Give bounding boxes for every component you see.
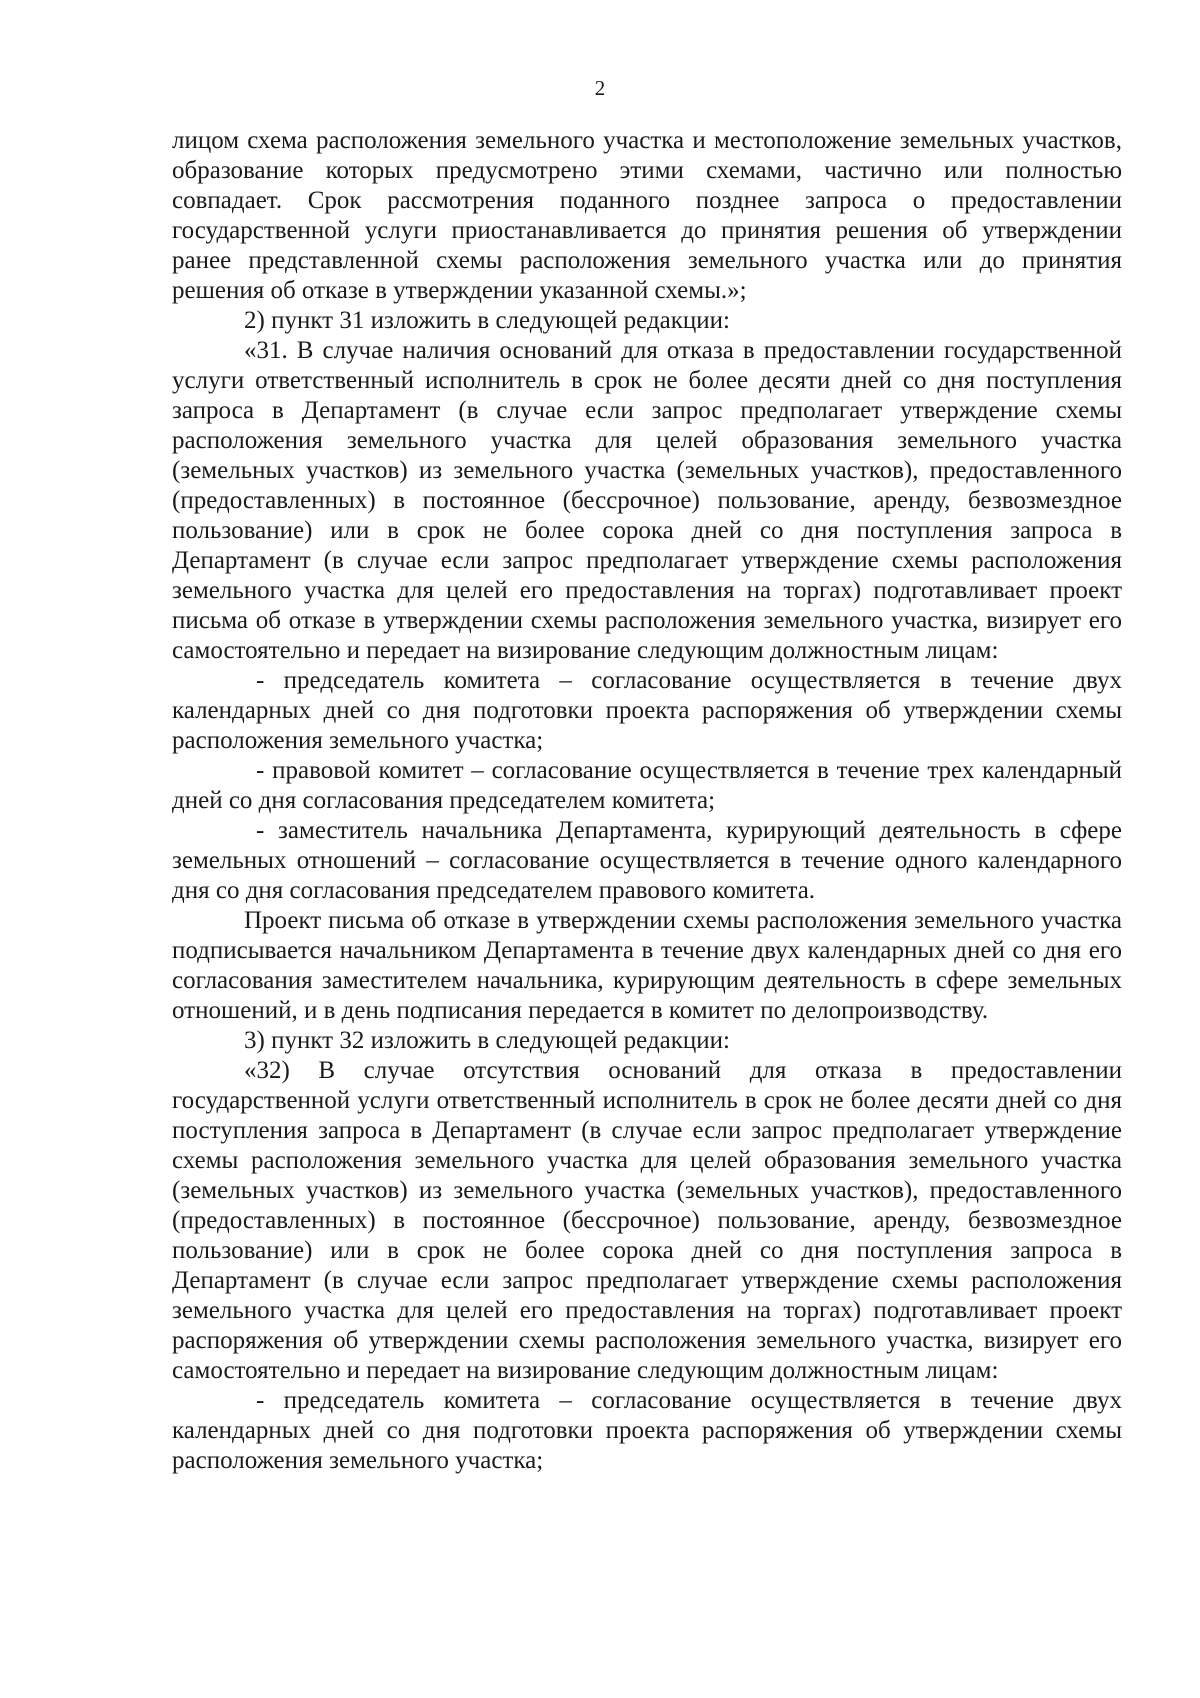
paragraph-item-3: 3) пункт 32 изложить в следующей редакции: [244,1027,730,1054]
list-item-deputy-head: - заместитель начальника Департамента, курирующий деятельность в сфере земельных отношений – согласование осуществляется в течение одного календарного дня со дня согласования председателем правового комитета. [172,817,1122,904]
paragraph-clause-32: «32) В случае отсутствия оснований для отказа в предоставлении государственной услуги ответственный исполнитель в срок не более десяти дней со дня поступления запроса в Департамент (в случае если запрос предполагает утверждение схемы расположения земельного участка для целей образования земельного участка (земельных участков) из земельного участка (земельных участков), предоставленного (предоставленных) в постоянное (бессрочное) пользование, аренду, безвозмездное пользование) или в срок не более сорока дней со дня поступления запроса в Департамент (в случае если запрос предполагает утверждение схемы расположения земельного участка для целей его предоставления на торгах) подготавливает проект распоряжения об утверждении схемы расположения земельного участка, визирует его самостоятельно и передает на визирование следующим должностным лицам: [172,1057,1122,1384]
page-number: 2 [594,76,606,100]
list-item-chairman-2: - председатель комитета – согласование осуществляется в течение двух календарных дней со дня подготовки проекта распоряжения об утверждении схемы расположения земельного участка; [172,1387,1122,1474]
paragraph-item-2: 2) пункт 31 изложить в следующей редакции: [244,307,730,334]
list-item-legal-committee: - правовой комитет – согласование осуществляется в течение трех календарный дней со дня согласования председателем комитета; [172,757,1122,814]
list-item-chairman: - председатель комитета – согласование осуществляется в течение двух календарных дней со дня подготовки проекта распоряжения об утверждении схемы расположения земельного участка; [172,667,1122,754]
paragraph-continuation: лицом схема расположения земельного участка и местоположение земельных участков, образование которых предусмотрено этими схемами, частично или полностью совпадает. Срок рассмотрения поданного позднее запроса о предоставлении государственной услуги приостанавливается до принятия решения об утверждении ранее представленной схемы расположения земельного участка или до принятия решения об отказе в утверждении указанной схемы.»; [172,127,1122,304]
paragraph-signing: Проект письма об отказе в утверждении схемы расположения земельного участка подписывается начальником Департамента в течение двух календарных дней со дня его согласования заместителем начальника, курирующим деятельность в сфере земельных отношений, и в день подписания передается в комитет по делопроизводству. [172,907,1122,1024]
document-body [172,126,1122,1476]
paragraph-clause-31: «31. В случае наличия оснований для отказа в предоставлении государственной услуги ответственный исполнитель в срок не более десяти дней со дня поступления запроса в Департамент (в случае если запрос предполагает утверждение схемы расположения земельного участка для целей образования земельного участка (земельных участков) из земельного участка (земельных участков), предоставленного (предоставленных) в постоянное (бессрочное) пользование, аренду, безвозмездное пользование) или в срок не более сорока дней со дня поступления запроса в Департамент (в случае если запрос предполагает утверждение схемы расположения земельного участка для целей его предоставления на торгах) подготавливает проект письма об отказе в утверждении схемы расположения земельного участка, визирует его самостоятельно и передает на визирование следующим должностным лицам: [172,337,1122,664]
